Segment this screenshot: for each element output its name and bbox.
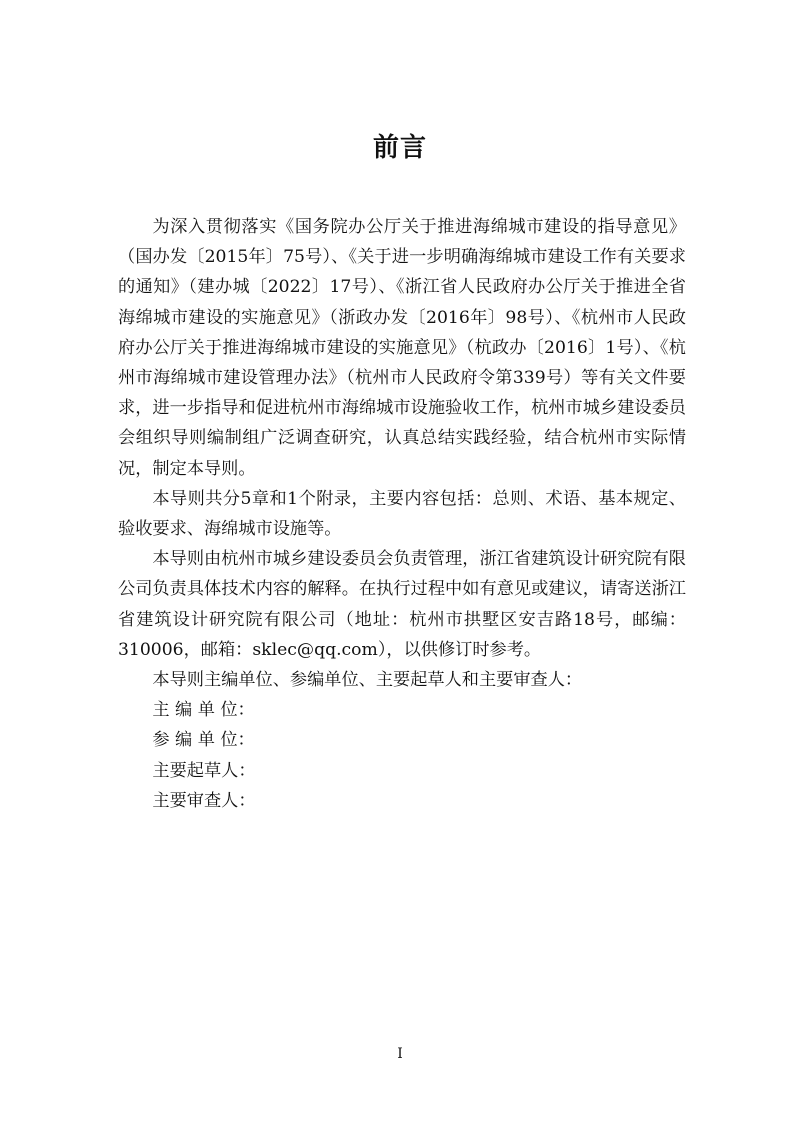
main-drafters-label: 主要起草人： xyxy=(152,760,256,781)
paragraph-management: 本导则由杭州市城乡建设委员会负责管理，浙江省建筑设计研究院有限公司负责具体技术内容的解释。在执行过程中如有意见或建议，请寄送浙江省建筑设计研究院有限公司（地址：杭州市拱墅区安吉路18号，邮编：310006，邮箱：sklec@qq.com），以供修订时参考。 xyxy=(118,549,686,660)
page-number: I xyxy=(397,1046,403,1062)
paragraph-contents: 本导则共分5章和1个附录，主要内容包括：总则、术语、基本规定、验收要求、海绵城市设施等。 xyxy=(118,488,686,540)
paragraph-purpose: 为深入贯彻落实《国务院办公厅关于推进海绵城市建设的指导意见》（国办发〔2015年〕75号）、《关于进一步明确海绵城市建设工作有关要求的通知》（建办城〔2022〕17号）、《浙江省人民政府办公厅关于推进全省海绵城市建设的实施意见》（浙政办发〔2016年〕98号）、《杭州市人民政府办公厅关于推进海绵城市建设的实施意见》（杭政办〔2016〕1号）、《杭州市海绵城市建设管理办法》（杭州市人民政府令第339号）等有关文件要求，进一步指导和促进杭州市海绵城市设施验收工作，杭州市城乡建设委员会组织导则编制组广泛调查研究，认真总结实践经验，结合杭州市实际情况，制定本导则。 xyxy=(118,217,686,479)
chief-editor-unit-label: 主 编 单 位： xyxy=(152,700,255,721)
main-reviewers-label: 主要审查人： xyxy=(152,790,256,811)
preface-body xyxy=(118,212,686,816)
co-editor-unit-label: 参 编 单 位： xyxy=(152,730,255,751)
paragraph-participants: 本导则主编单位、参编单位、主要起草人和主要审查人： xyxy=(152,670,583,691)
page-title: 前言 xyxy=(372,133,427,163)
